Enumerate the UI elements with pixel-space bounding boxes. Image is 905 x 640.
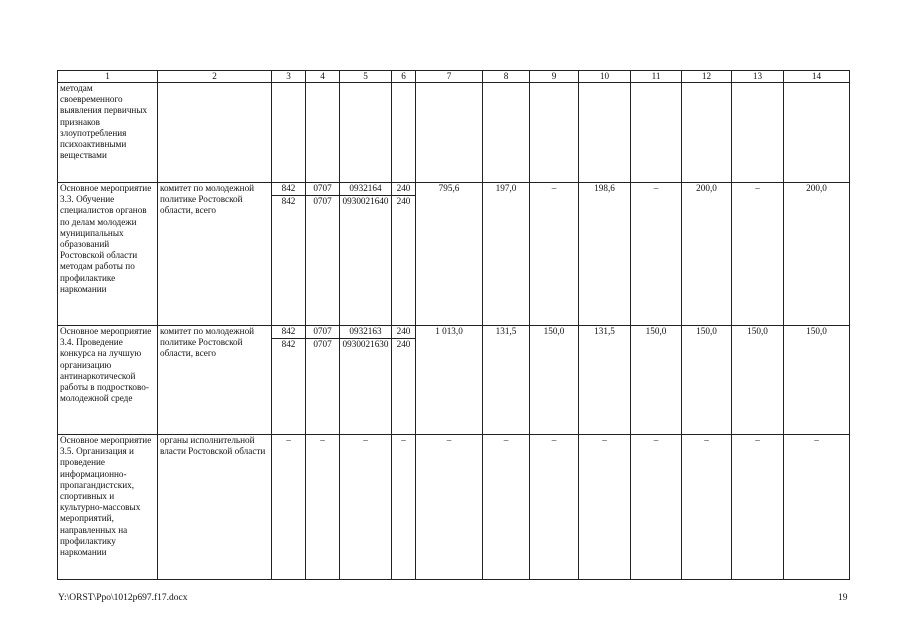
executor bbox=[158, 83, 272, 183]
csr-code: 0930021630 bbox=[342, 338, 389, 349]
dash-cell: – bbox=[732, 435, 784, 580]
header-cell: 5 bbox=[340, 71, 392, 83]
value-cell: – bbox=[530, 183, 579, 326]
dash-cell: – bbox=[416, 435, 483, 580]
value-cell: 150,0 bbox=[631, 326, 682, 435]
executor: комитет по молодежной политике Ростовской области, всего bbox=[158, 183, 272, 326]
dash-cell: – bbox=[272, 435, 306, 580]
value-cell: 150,0 bbox=[682, 326, 732, 435]
table-row bbox=[58, 83, 850, 183]
header-cell: 13 bbox=[732, 71, 784, 83]
value-cell: – bbox=[631, 183, 682, 326]
vr-code: 240 bbox=[392, 326, 415, 339]
rzpr-code: 0707 bbox=[306, 183, 339, 196]
csr-code: 0930021640 bbox=[342, 195, 389, 206]
value-cell: 150,0 bbox=[784, 326, 850, 435]
header-cell: 4 bbox=[306, 71, 340, 83]
dash-cell: – bbox=[483, 435, 530, 580]
value-cell: – bbox=[732, 183, 784, 326]
activity-name: Основное мероприятие 3.5. Организация и проведение информационно-пропагандистских, спортивных и культурно-массовых мероприятий, направленных на профилактику наркомании bbox=[58, 435, 158, 580]
header-cell: 2 bbox=[158, 71, 272, 83]
rzpr-code: 0707 bbox=[313, 195, 332, 206]
executor: комитет по молодежной политике Ростовской области, всего bbox=[158, 326, 272, 435]
grbs-code: 842 bbox=[272, 183, 305, 196]
csr-code: 0932164 bbox=[340, 183, 391, 196]
dash-cell: – bbox=[340, 435, 392, 580]
grbs-code: 842 bbox=[272, 326, 305, 339]
table-row bbox=[58, 326, 850, 435]
vr-code: 240 bbox=[392, 183, 415, 196]
dash-cell: – bbox=[784, 435, 850, 580]
dash-cell: – bbox=[530, 435, 579, 580]
value-cell: 150,0 bbox=[530, 326, 579, 435]
header-cell: 14 bbox=[784, 71, 850, 83]
header-cell: 3 bbox=[272, 71, 306, 83]
dash-cell: – bbox=[392, 435, 416, 580]
value-cell: 131,5 bbox=[483, 326, 530, 435]
header-cell: 7 bbox=[416, 71, 483, 83]
csr-code: 0932163 bbox=[340, 326, 391, 339]
activity-name: методам своевременного выявления первичных признаков злоупотребления психоактивными веществами bbox=[58, 83, 158, 183]
header-row bbox=[58, 71, 850, 83]
rzpr-code: 0707 bbox=[313, 338, 332, 349]
vr-code: 240 bbox=[396, 195, 411, 206]
footer-file-path: Y:\ORST\Ppo\1012p697.f17.docx bbox=[58, 593, 188, 603]
table-row bbox=[58, 183, 850, 326]
header-cell: 10 bbox=[579, 71, 631, 83]
value-cell: 200,0 bbox=[784, 183, 850, 326]
dash-cell: – bbox=[579, 435, 631, 580]
activity-name: Основное мероприятие 3.4. Проведение конкурса на лучшую организацию антинаркотической работы в подростково-молодежной среде bbox=[58, 326, 158, 435]
dash-cell: – bbox=[306, 435, 340, 580]
value-cell: 1 013,0 bbox=[416, 326, 483, 435]
value-cell: 200,0 bbox=[682, 183, 732, 326]
value-cell: 150,0 bbox=[732, 326, 784, 435]
executor: органы исполнительной власти Ростовской области bbox=[158, 435, 272, 580]
header-cell: 6 bbox=[392, 71, 416, 83]
budget-table bbox=[57, 70, 850, 580]
header-cell: 8 bbox=[483, 71, 530, 83]
rzpr-code: 0707 bbox=[306, 326, 339, 339]
grbs-code: 842 bbox=[281, 195, 296, 206]
table-row bbox=[58, 435, 850, 580]
header-cell: 1 bbox=[58, 71, 158, 83]
dash-cell: – bbox=[682, 435, 732, 580]
header-cell: 11 bbox=[631, 71, 682, 83]
value-cell: 131,5 bbox=[579, 326, 631, 435]
header-cell: 9 bbox=[530, 71, 579, 83]
page-number: 19 bbox=[838, 593, 848, 603]
vr-code: 240 bbox=[396, 338, 411, 349]
activity-name: Основное мероприятие 3.3. Обучение специалистов органов по делам молодежи муниципальных образований Ростовской области методам работы по профилактике наркомании bbox=[58, 183, 158, 326]
grbs-code: 842 bbox=[281, 338, 296, 349]
value-cell: 198,6 bbox=[579, 183, 631, 326]
value-cell: 795,6 bbox=[416, 183, 483, 326]
dash-cell: – bbox=[631, 435, 682, 580]
value-cell: 197,0 bbox=[483, 183, 530, 326]
header-cell: 12 bbox=[682, 71, 732, 83]
